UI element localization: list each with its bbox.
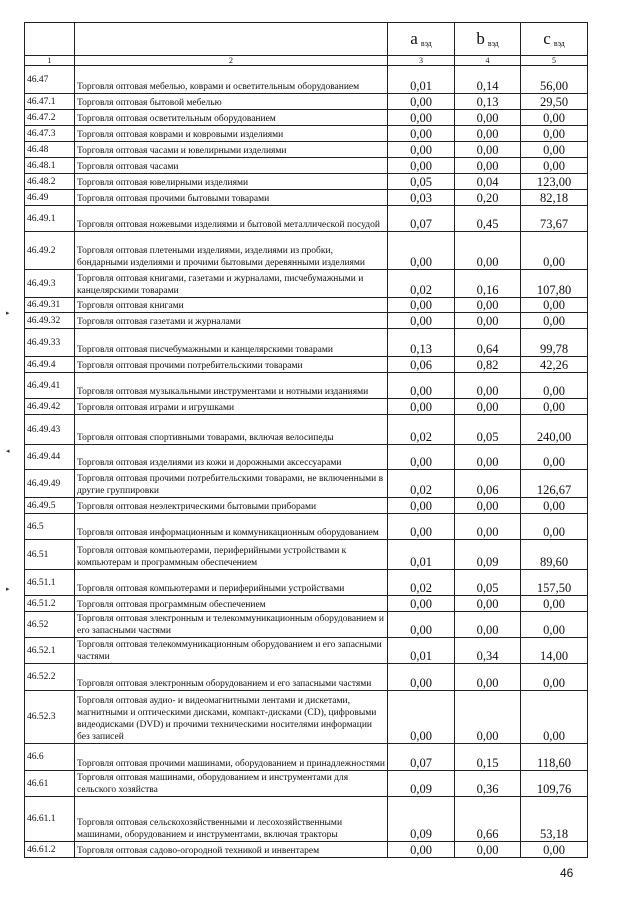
- data-table: [24, 22, 588, 858]
- row-value-b: 0,13: [455, 94, 521, 110]
- row-value-b: 0,09: [455, 540, 521, 570]
- row-code: 46.52.2: [25, 664, 75, 691]
- row-value-b: 0,00: [455, 232, 521, 270]
- row-value-b: 0,66: [455, 797, 521, 842]
- row-value-c: 0,00: [521, 126, 588, 142]
- row-value-b: 0,00: [455, 612, 521, 638]
- row-value-c: 0,00: [521, 498, 588, 514]
- row-value-c: 0,00: [521, 664, 588, 691]
- row-name: Торговля оптовая осветительным оборудованием: [75, 110, 388, 126]
- row-value-c: 0,00: [521, 612, 588, 638]
- row-value-b: 0,00: [455, 691, 521, 744]
- row-value-c: 89,60: [521, 540, 588, 570]
- row-code: 46.49.1: [25, 206, 75, 232]
- margin-mark: ▸: [6, 309, 10, 317]
- row-code: 46.49.4: [25, 357, 75, 373]
- row-value-a: 0,07: [388, 744, 455, 771]
- row-value-a: 0,05: [388, 174, 455, 190]
- header-col-b: b вэд: [455, 23, 521, 56]
- row-value-c: 99,78: [521, 329, 588, 357]
- row-value-a: 0,00: [388, 142, 455, 158]
- row-value-c: 0,00: [521, 842, 588, 858]
- row-value-a: 0,00: [388, 445, 455, 470]
- header-col-c: c вэд: [521, 23, 588, 56]
- row-value-c: 0,00: [521, 232, 588, 270]
- row-value-c: 82,18: [521, 190, 588, 206]
- row-value-b: 0,00: [455, 313, 521, 329]
- row-value-c: 0,00: [521, 399, 588, 415]
- row-value-c: 53,18: [521, 797, 588, 842]
- row-value-a: 0,09: [388, 797, 455, 842]
- row-value-a: 0,06: [388, 357, 455, 373]
- row-value-a: 0,00: [388, 596, 455, 612]
- row-value-b: 0,00: [455, 498, 521, 514]
- margin-mark: ◂: [6, 447, 10, 455]
- row-value-b: 0,00: [455, 373, 521, 399]
- row-code: 46.51.1: [25, 570, 75, 596]
- row-code: 46.52.3: [25, 691, 75, 744]
- row-name: Торговля оптовая прочими бытовыми товарами: [75, 190, 388, 206]
- column-number: 3: [388, 56, 455, 66]
- row-code: 46.49.49: [25, 470, 75, 498]
- row-name: Торговля оптовая коврами и ковровыми изделиями: [75, 126, 388, 142]
- table-row: [25, 94, 588, 110]
- row-name: Торговля оптовая электронным оборудованием и его запасными частями: [75, 664, 388, 691]
- row-value-c: 109,76: [521, 771, 588, 797]
- margin-mark: ▸: [6, 585, 10, 593]
- row-value-c: 240,00: [521, 415, 588, 445]
- row-name: Торговля оптовая книгами: [75, 298, 388, 313]
- row-name: Торговля оптовая играми и игрушками: [75, 399, 388, 415]
- column-number-row: [25, 56, 588, 66]
- row-code: 46.47.3: [25, 126, 75, 142]
- row-code: 46.48.2: [25, 174, 75, 190]
- row-value-c: 126,67: [521, 470, 588, 498]
- table-row: [25, 596, 588, 612]
- row-code: 46.49.2: [25, 232, 75, 270]
- table-row: [25, 126, 588, 142]
- table-row: [25, 445, 588, 470]
- row-code: 46.49: [25, 190, 75, 206]
- table-row: [25, 329, 588, 357]
- row-value-a: 0,02: [388, 415, 455, 445]
- row-value-a: 0,00: [388, 373, 455, 399]
- row-name: Торговля оптовая плетеными изделиями, изделиями из пробки, бондарными изделиями и прочими бытовыми деревянными изделиями: [75, 232, 388, 270]
- row-code: 46.61.2: [25, 842, 75, 858]
- row-name: Торговля оптовая телекоммуникационным оборудованием и его запасными частями: [75, 638, 388, 664]
- row-name: Торговля оптовая часами и ювелирными изделиями: [75, 142, 388, 158]
- table-row: [25, 158, 588, 174]
- row-name: Торговля оптовая компьютерами и периферийными устройствами: [75, 570, 388, 596]
- row-value-a: 0,03: [388, 190, 455, 206]
- row-name: Торговля оптовая электронным и телекоммуникационным оборудованием и его запасными частями: [75, 612, 388, 638]
- row-value-b: 0,05: [455, 415, 521, 445]
- row-value-c: 123,00: [521, 174, 588, 190]
- row-name: Торговля оптовая программным обеспечением: [75, 596, 388, 612]
- row-value-b: 0,00: [455, 158, 521, 174]
- row-value-c: 0,00: [521, 298, 588, 313]
- table-row: [25, 498, 588, 514]
- row-name: Торговля оптовая прочими машинами, оборудованием и принадлежностями: [75, 744, 388, 771]
- row-name: Торговля оптовая прочими потребительскими товарами: [75, 357, 388, 373]
- table-row: [25, 691, 588, 744]
- row-value-a: 0,00: [388, 110, 455, 126]
- row-value-a: 0,02: [388, 570, 455, 596]
- row-value-c: 73,67: [521, 206, 588, 232]
- row-code: 46.49.43: [25, 415, 75, 445]
- header-col-a: a вэд: [388, 23, 455, 56]
- row-value-a: 0,02: [388, 470, 455, 498]
- row-name: Торговля оптовая прочими потребительскими товарами, не включенными в другие группировки: [75, 470, 388, 498]
- row-value-b: 0,04: [455, 174, 521, 190]
- row-value-a: 0,00: [388, 514, 455, 540]
- row-value-b: 0,36: [455, 771, 521, 797]
- row-value-b: 0,45: [455, 206, 521, 232]
- row-name: Торговля оптовая неэлектрическими бытовыми приборами: [75, 498, 388, 514]
- row-value-c: 0,00: [521, 445, 588, 470]
- row-value-b: 0,00: [455, 842, 521, 858]
- row-code: 46.49.42: [25, 399, 75, 415]
- row-code: 46.49.44: [25, 445, 75, 470]
- page-number: 46: [560, 866, 574, 880]
- row-code: 46.48: [25, 142, 75, 158]
- row-value-a: 0,00: [388, 498, 455, 514]
- row-value-b: 0,34: [455, 638, 521, 664]
- row-value-c: 0,00: [521, 158, 588, 174]
- row-value-c: 157,50: [521, 570, 588, 596]
- row-value-c: 0,00: [521, 691, 588, 744]
- row-value-b: 0,00: [455, 596, 521, 612]
- table-row: [25, 190, 588, 206]
- row-name: Торговля оптовая книгами, газетами и журналами, писчебумажными и канцелярскими товарами: [75, 270, 388, 298]
- row-value-b: 0,20: [455, 190, 521, 206]
- row-value-a: 0,00: [388, 399, 455, 415]
- row-value-b: 0,00: [455, 142, 521, 158]
- row-code: 46.49.41: [25, 373, 75, 399]
- row-name: Торговля оптовая газетами и журналами: [75, 313, 388, 329]
- table-row: [25, 842, 588, 858]
- row-value-a: 0,01: [388, 638, 455, 664]
- row-value-a: 0,00: [388, 158, 455, 174]
- table-row: [25, 570, 588, 596]
- row-value-b: 0,00: [455, 399, 521, 415]
- row-value-a: 0,01: [388, 540, 455, 570]
- table-row: [25, 206, 588, 232]
- header-name-cell: [75, 23, 388, 56]
- header-code-cell: [25, 23, 75, 56]
- table-row: [25, 612, 588, 638]
- row-value-a: 0,00: [388, 691, 455, 744]
- row-value-a: 0,00: [388, 94, 455, 110]
- column-number: 5: [521, 56, 588, 66]
- row-code: 46.52: [25, 612, 75, 638]
- row-code: 46.47.1: [25, 94, 75, 110]
- column-number: 4: [455, 56, 521, 66]
- row-code: 46.49.31: [25, 298, 75, 313]
- row-value-c: 0,00: [521, 373, 588, 399]
- table-row: [25, 744, 588, 771]
- row-value-b: 0,06: [455, 470, 521, 498]
- row-value-c: 56,00: [521, 66, 588, 94]
- row-code: 46.61.1: [25, 797, 75, 842]
- row-code: 46.6: [25, 744, 75, 771]
- table-row: [25, 298, 588, 313]
- row-value-c: 29,50: [521, 94, 588, 110]
- row-value-c: 0,00: [521, 110, 588, 126]
- row-value-b: 0,00: [455, 126, 521, 142]
- row-name: Торговля оптовая машинами, оборудованием и инструментами для сельского хозяйства: [75, 771, 388, 797]
- table-row: [25, 232, 588, 270]
- row-name: Торговля оптовая музыкальными инструментами и нотными изданиями: [75, 373, 388, 399]
- row-code: 46.49.3: [25, 270, 75, 298]
- header-row: [25, 23, 588, 56]
- table-row: [25, 313, 588, 329]
- row-value-b: 0,00: [455, 445, 521, 470]
- row-value-a: 0,07: [388, 206, 455, 232]
- row-name: Торговля оптовая сельскохозяйственными и лесохозяйственными машинами, оборудованием и инструментами, включая тракторы: [75, 797, 388, 842]
- row-value-a: 0,01: [388, 66, 455, 94]
- row-value-a: 0,00: [388, 842, 455, 858]
- row-name: Торговля оптовая компьютерами, периферийными устройствами к компьютерам и программным обеспечением: [75, 540, 388, 570]
- row-value-c: 118,60: [521, 744, 588, 771]
- row-value-b: 0,00: [455, 298, 521, 313]
- row-value-b: 0,15: [455, 744, 521, 771]
- row-value-c: 0,00: [521, 313, 588, 329]
- row-value-b: 0,00: [455, 110, 521, 126]
- row-code: 46.51.2: [25, 596, 75, 612]
- table-row: [25, 514, 588, 540]
- row-name: Торговля оптовая садово-огородной техникой и инвентарем: [75, 842, 388, 858]
- row-value-c: 0,00: [521, 514, 588, 540]
- table-row: [25, 357, 588, 373]
- row-value-a: 0,00: [388, 313, 455, 329]
- column-number: 1: [25, 56, 75, 66]
- row-value-c: 0,00: [521, 142, 588, 158]
- table-row: [25, 771, 588, 797]
- row-name: Торговля оптовая часами: [75, 158, 388, 174]
- row-value-a: 0,02: [388, 270, 455, 298]
- row-value-c: 14,00: [521, 638, 588, 664]
- row-value-b: 0,00: [455, 664, 521, 691]
- table-row: [25, 415, 588, 445]
- table-row: [25, 142, 588, 158]
- row-code: 46.47.2: [25, 110, 75, 126]
- row-code: 46.49.33: [25, 329, 75, 357]
- table-row: [25, 470, 588, 498]
- row-name: Торговля оптовая изделиями из кожи и дорожными аксессуарами: [75, 445, 388, 470]
- table-row: [25, 373, 588, 399]
- row-code: 46.49.32: [25, 313, 75, 329]
- table-row: [25, 638, 588, 664]
- row-name: Торговля оптовая мебелью, коврами и осветительным оборудованием: [75, 66, 388, 94]
- row-name: Торговля оптовая ювелирными изделиями: [75, 174, 388, 190]
- row-name: Торговля оптовая ножевыми изделиями и бытовой металлической посудой: [75, 206, 388, 232]
- row-code: 46.49.5: [25, 498, 75, 514]
- row-code: 46.5: [25, 514, 75, 540]
- table-row: [25, 664, 588, 691]
- row-name: Торговля оптовая бытовой мебелью: [75, 94, 388, 110]
- row-name: Торговля оптовая писчебумажными и канцелярскими товарами: [75, 329, 388, 357]
- row-value-a: 0,00: [388, 664, 455, 691]
- row-value-b: 0,64: [455, 329, 521, 357]
- row-value-a: 0,09: [388, 771, 455, 797]
- column-number: 2: [75, 56, 388, 66]
- table-row: [25, 110, 588, 126]
- row-value-c: 0,00: [521, 596, 588, 612]
- row-value-b: 0,14: [455, 66, 521, 94]
- row-value-a: 0,00: [388, 298, 455, 313]
- row-value-a: 0,00: [388, 612, 455, 638]
- row-code: 46.52.1: [25, 638, 75, 664]
- row-code: 46.51: [25, 540, 75, 570]
- row-name: Торговля оптовая аудио- и видеомагнитными лентами и дискетами, магнитными и оптическими дисками, компакт-дисками (CD), цифровыми видеодисками (DVD) и прочими техническими носителями информации без записей: [75, 691, 388, 744]
- row-name: Торговля оптовая спортивными товарами, включая велосипеды: [75, 415, 388, 445]
- row-value-c: 107,80: [521, 270, 588, 298]
- row-value-a: 0,00: [388, 232, 455, 270]
- row-code: 46.47: [25, 66, 75, 94]
- table-row: [25, 399, 588, 415]
- row-value-b: 0,82: [455, 357, 521, 373]
- row-value-b: 0,16: [455, 270, 521, 298]
- row-code: 46.48.1: [25, 158, 75, 174]
- row-value-a: 0,00: [388, 126, 455, 142]
- table-row: [25, 540, 588, 570]
- row-name: Торговля оптовая информационным и коммуникационным оборудованием: [75, 514, 388, 540]
- row-value-b: 0,05: [455, 570, 521, 596]
- row-code: 46.61: [25, 771, 75, 797]
- table-row: [25, 797, 588, 842]
- row-value-a: 0,13: [388, 329, 455, 357]
- table-row: [25, 270, 588, 298]
- row-value-b: 0,00: [455, 514, 521, 540]
- row-value-c: 42,26: [521, 357, 588, 373]
- table-row: [25, 174, 588, 190]
- table-row: [25, 66, 588, 94]
